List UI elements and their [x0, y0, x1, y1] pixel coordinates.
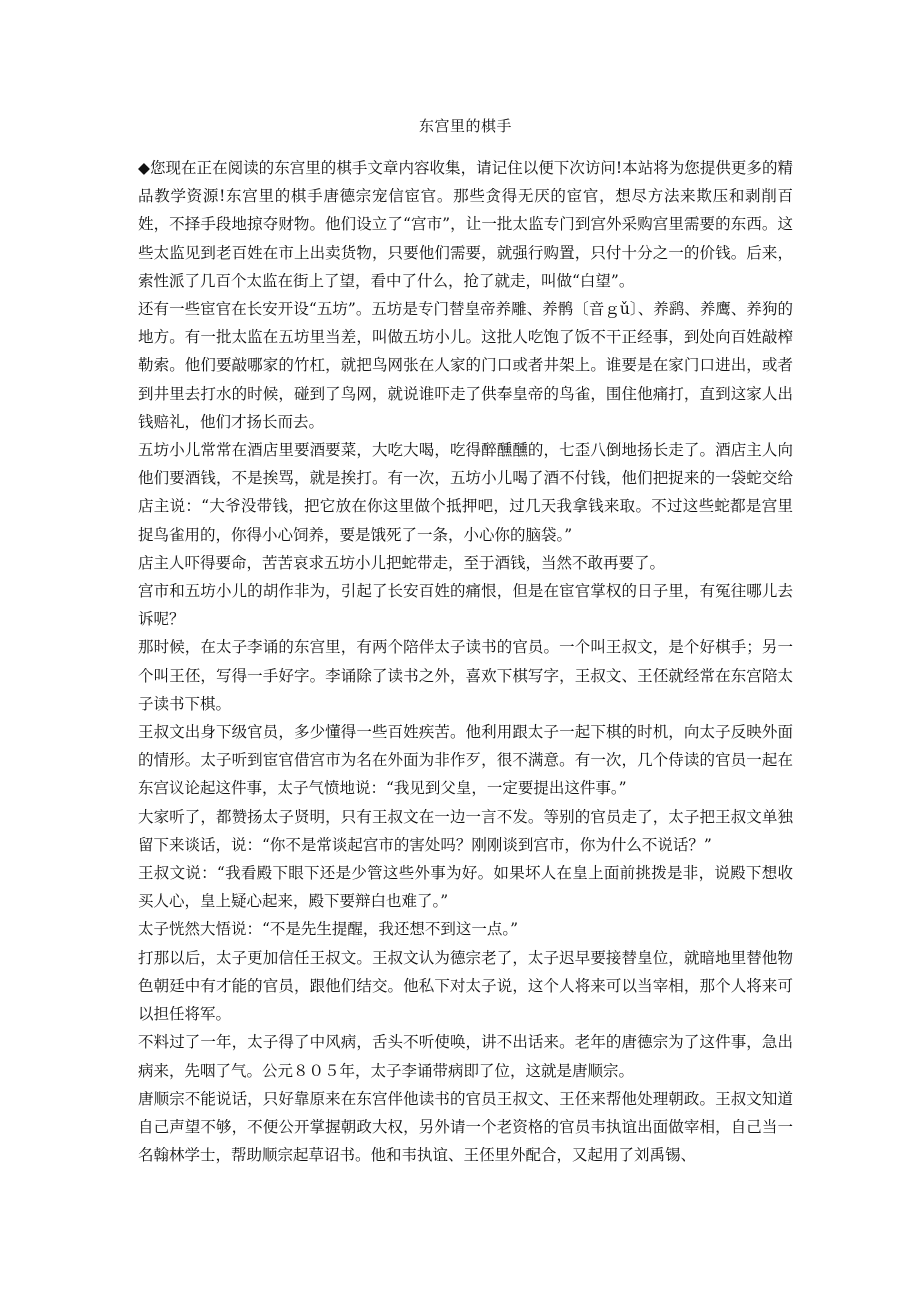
paragraph: 唐顺宗不能说话，只好靠原来在东宫伴他读书的官员王叔文、王伾来帮他处理朝政。王叔文知道自己声望不够，不便公开掌握朝政大权，另外请一个老资格的官员韦执谊出面做宰相，自己当一名翰林学士，帮助顺宗起草诏书。他和韦执谊、王伾里外配合，又起用了刘禹锡、: [138, 1089, 793, 1165]
paragraph: 太子恍然大悟说：“不是先生提醒，我还想不到这一点。”: [138, 920, 519, 939]
paragraph: 店主人吓得要命，苦苦哀求五坊小儿把蛇带走，至于酒钱，当然不敢再要了。: [138, 553, 666, 572]
paragraph: 大家听了，都赞扬太子贤明，只有王叔文在一边一言不发。等别的官员走了，太子把王叔文单独留下来谈话，说：“你不是常谈起宫市的害处吗？刚刚谈到宫市，你为什么不说话？”: [138, 807, 793, 854]
document-page: [138, 0, 793, 1302]
paragraph: 那时候，在太子李诵的东宫里，有两个陪伴太子读书的官员。一个叫王叔文，是个好棋手；另一个叫王伾，写得一手好字。李诵除了读书之外，喜欢下棋写字，王叔文、王伾就经常在东宫陪太子读书下棋。: [138, 638, 793, 713]
paragraph: 宫市和五坊小儿的胡作非为，引起了长安百姓的痛恨，但是在宦官掌权的日子里，有冤往哪儿去诉呢？: [138, 582, 793, 629]
paragraph: 五坊小儿常常在酒店里要酒要菜，大吃大喝，吃得醉醺醺的，七歪八倒地扬长走了。酒店主人向他们要酒钱，不是挨骂，就是挨打。有一次，五坊小儿喝了酒不付钱，他们把捉来的一袋蛇交给店主说：“大爷没带钱，把它放在你这里做个抵押吧，过几天我拿钱来取。不过这些蛇都是宫里捉鸟雀用的，你得小心饲养，要是饿死了一条，小心你的脑袋。”: [138, 441, 793, 544]
paragraph: 打那以后，太子更加信任王叔文。王叔文认为德宗老了，太子迟早要接替皇位，就暗地里替他物色朝廷中有才能的官员，跟他们结交。他私下对太子说，这个人将来可以当宰相，那个人将来可以担任将军。: [138, 948, 793, 1024]
paragraph: 不料过了一年，太子得了中风病，舌头不听使唤，讲不出话来。老年的唐德宗为了这件事，急出病来，先咽了气。公元８０５年，太子李诵带病即了位，这就是唐顺宗。: [138, 1033, 793, 1080]
document-body: [138, 154, 793, 1169]
paragraph: 王叔文说：“我看殿下眼下还是少管这些外事为好。如果坏人在皇上面前挑拨是非，说殿下想收买人心，皇上疑心起来，殿下要辩白也难了。”: [138, 864, 793, 911]
paragraph: 王叔文出身下级官员，多少懂得一些百姓疾苦。他利用跟太子一起下棋的时机，向太子反映外面的情形。太子听到宦官借宫市为名在外面为非作歹，很不满意。有一次，几个侍读的官员一起在东宫议论起这件事，太子气愤地说：“我见到父皇，一定要提出这件事。”: [138, 723, 793, 798]
document-title: 东宫里的棋手: [418, 117, 512, 135]
paragraph: ◆您现在正在阅读的东宫里的棋手文章内容收集，请记住以便下次访问!本站将为您提供更多的精品教学资源!东宫里的棋手唐德宗宠信宦官。那些贪得无厌的宦官，想尽方法来欺压和剥削百姓，不择手段地掠夺财物。他们设立了“宫市”，让一批太监专门到宫外采购宫里需要的东西。这些太监见到老百姓在市上出卖货物，只要他们需要，就强行购置，只付十分之一的价钱。后来，索性派了几百个太监在街上了望，看中了什么，抢了就走，叫做“白望”。: [138, 159, 793, 290]
paragraph: 还有一些宦官在长安开设“五坊”。五坊是专门替皇帝养雕、养鹘〔音ｇǔ〕、养鹞、养鹰、养狗的地方。有一批太监在五坊里当差，叫做五坊小儿。这批人吃饱了饭不干正经事，到处向百姓敲榨勒索。他们要敲哪家的竹杠，就把鸟网张在人家的门口或者井架上。谁要是在家门口进出，或者到井里去打水的时候，碰到了鸟网，就说谁吓走了供奉皇帝的鸟雀，围住他痛打，直到这家人出钱赔礼，他们才扬长而去。: [138, 300, 793, 431]
